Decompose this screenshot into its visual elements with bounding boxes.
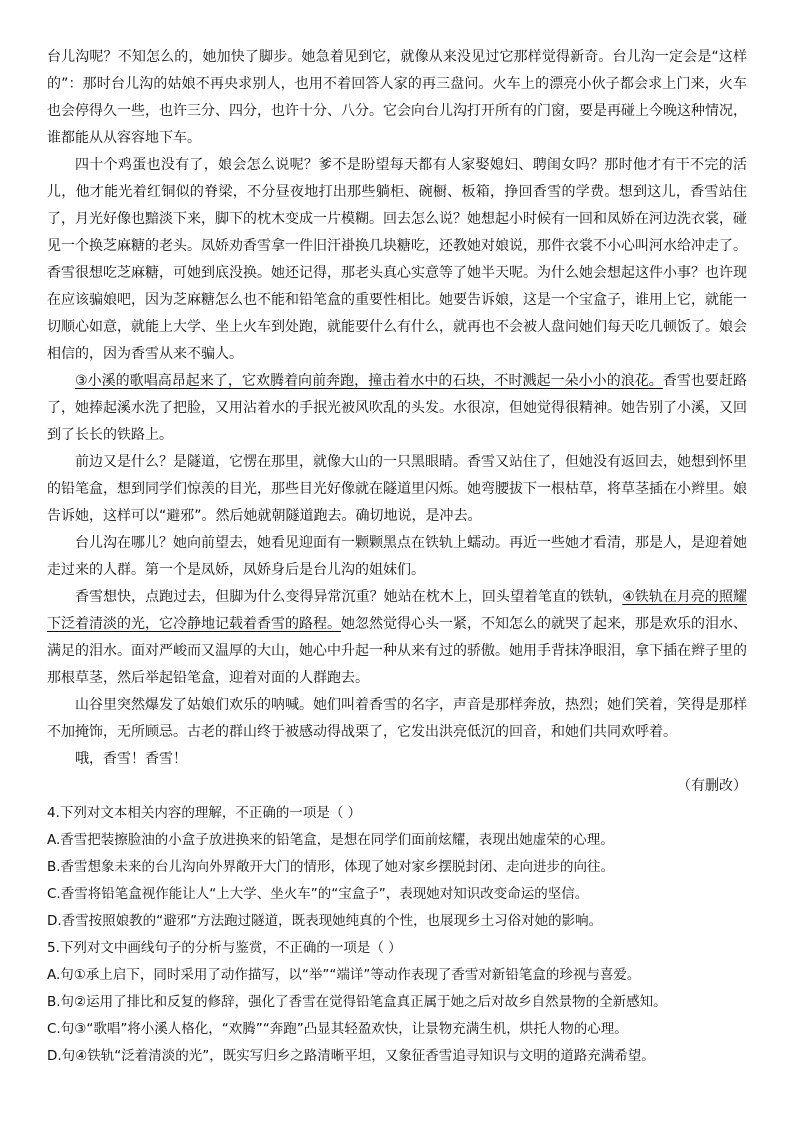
- passage-paragraph-7: 山谷里突然爆发了姑娘们欢乐的呐喊。她们叫着香雪的名字，声音是那样奔放，热烈；她们笑着，笑得是那样不加掩饰，无所顾忌。古老的群山终于被感动得战栗了，它发出洪亮低沉的回音，和她们共同欢呼着。: [47, 697, 747, 740]
- question-5-stem: 5.下列对文中画线句子的分析与鉴赏，不正确的一项是（ ）: [47, 940, 402, 956]
- passage-paragraph-5: 台儿沟在哪儿？她向前望去，她看见迎面有一颗颗黑点在铁轨上蠕动。再近一些她才看清，那是人，是迎着她走过来的人群。第一个是凤娇，凤娇身后是台儿沟的姐妹们。: [47, 535, 747, 578]
- question-4-stem: 4.下列对文本相关内容的理解，不正确的一项是（ ）: [47, 805, 362, 821]
- underlined-sentence-4: ④铁轨在月亮的照耀下泛着清淡的光，它冷静地记载着香雪的路程。: [47, 589, 747, 632]
- question-4-option-b: B.香雪想象未来的台儿沟向外界敞开大门的情形，体现了她对家乡摆脱封闭、走向进步的向往。: [47, 859, 615, 875]
- source-note: （有删改）: [677, 778, 747, 794]
- passage-paragraph-4: 前边又是什么？是隧道，它愣在那里，就像大山的一只黑眼睛。香雪又站住了，但她没有返回去，她想到怀里的铅笔盒，想到同学们惊羡的目光，那些目光好像就在隧道里闪烁。她弯腰拔下一根枯草，将草茎插在小辫里。娘告诉她，这样可以“避邪”。然后她就朝隧道跑去。确切地说，是冲去。: [47, 454, 747, 524]
- passage-paragraph-2: 四十个鸡蛋也没有了，娘会怎么说呢？爹不是盼望每天都有人家娶媳妇、聘闺女吗？那时他才有干不完的活儿，他才能光着红铜似的脊梁，不分昼夜地打出那些躺柜、碗橱、板箱，挣回香雪的学费。想到这儿，香雪站住了，月光好像也黯淡下来，脚下的枕木变成一片模糊。回去怎么说？她想起小时候有一回和凤娇在河边洗衣裳，碰见一个换芝麻糖的老头。凤娇劝香雪拿一件旧汗褂换几块糖吃，还教她对娘说，那件衣裳不小心叫河水给冲走了。香雪很想吃芝麻糖，可她到底没换。她还记得，那老头真心实意等了她半天呢。为什么她会想起这件小事？也许现在应该骗娘吧，因为芝麻糖怎么也不能和铅笔盒的重要性相比。她要告诉娘，这是一个宝盒子，谁用上它，就能一切顺心如意，就能上大学、坐上火车到处跑，就能要什么有什么，就再也不会被人盘问她们每天吃几顿饭了。娘会相信的，因为香雪从来不骗人。: [47, 157, 747, 362]
- question-4-option-d: D.香雪按照娘教的“避邪”方法跑过隧道，既表现她纯真的个性，也展现乡土习俗对她的影响。: [47, 913, 603, 929]
- question-5-option-b: B.句②运用了排比和反复的修辞，强化了香雪在觉得铅笔盒真正属于她之后对故乡自然景物的全新感知。: [47, 994, 667, 1010]
- question-5-option-a: A.句①承上启下，同时采用了动作描写，以“举”“端详”等动作表现了香雪对新铅笔盒的珍视与喜爱。: [47, 967, 641, 983]
- question-5-option-d: D.句④铁轨“泛着清淡的光”，既实写归乡之路清晰平坦，又象征香雪追寻知识与文明的道路充满希望。: [47, 1048, 655, 1064]
- question-4-option-c: C.香雪将铅笔盒视作能让人“上大学、坐火车”的“宝盒子”，表现她对知识改变命运的坚信。: [47, 886, 589, 902]
- paragraph-6-before: 香雪想快，点跑过去，但脚为什么变得异常沉重？她站在枕木上，回头望着笔直的铁轨，: [75, 589, 623, 605]
- passage-paragraph-8: 哦，香雪！香雪！: [75, 751, 187, 767]
- passage-paragraph-1: 台儿沟呢？不知怎么的，她加快了脚步。她急着见到它，就像从来没见过它那样觉得新奇。台儿沟一定会是“这样的”：那时台儿沟的姑娘不再央求别人，也用不着回答人家的再三盘问。火车上的漂亮小伙子都会求上门来，火车也会停得久一些，也许三分、四分，也许十分、八分。它会向台儿沟打开所有的门窗，要是再碰上今晚这种情况，谁都能从从容容地下车。: [47, 49, 747, 146]
- paragraph-3-rest: 香雪也要赶路了，她捧起溪水洗了把脸，又用沾着水的手抿光被风吹乱的头发。水很凉，但她觉得很精神。她告别了小溪，又回到了长长的铁路上。: [47, 373, 747, 443]
- underlined-sentence-3: ③小溪的歌唱高昂起来了，它欢腾着向前奔跑，撞击着水中的石块，不时溅起一朵小小的浪花。: [75, 373, 663, 389]
- question-5-option-c: C.句③“歌唱”将小溪人格化，“欢腾”“奔跑”凸显其轻盈欢快，让景物充满生机，烘托人物的心理。: [47, 1021, 628, 1037]
- question-4-option-a: A.香雪把装擦脸油的小盒子放进换来的铅笔盒，是想在同学们面前炫耀，表现出她虚荣的心理。: [47, 832, 614, 848]
- passage-paragraph-3: [47, 368, 747, 449]
- document-page: [47, 44, 747, 1070]
- passage-paragraph-6: [47, 584, 747, 692]
- paragraph-6-after: 她忽然觉得心头一紧，不知怎么的就哭了起来，那是欢乐的泪水、满足的泪水。面对严峻而又温厚的大山，她心中升起一种从来有过的骄傲。她用手背抹净眼泪，拿下插在辫子里的那根草茎，然后举起铅笔盒，迎着对面的人群跑去。: [47, 616, 747, 686]
